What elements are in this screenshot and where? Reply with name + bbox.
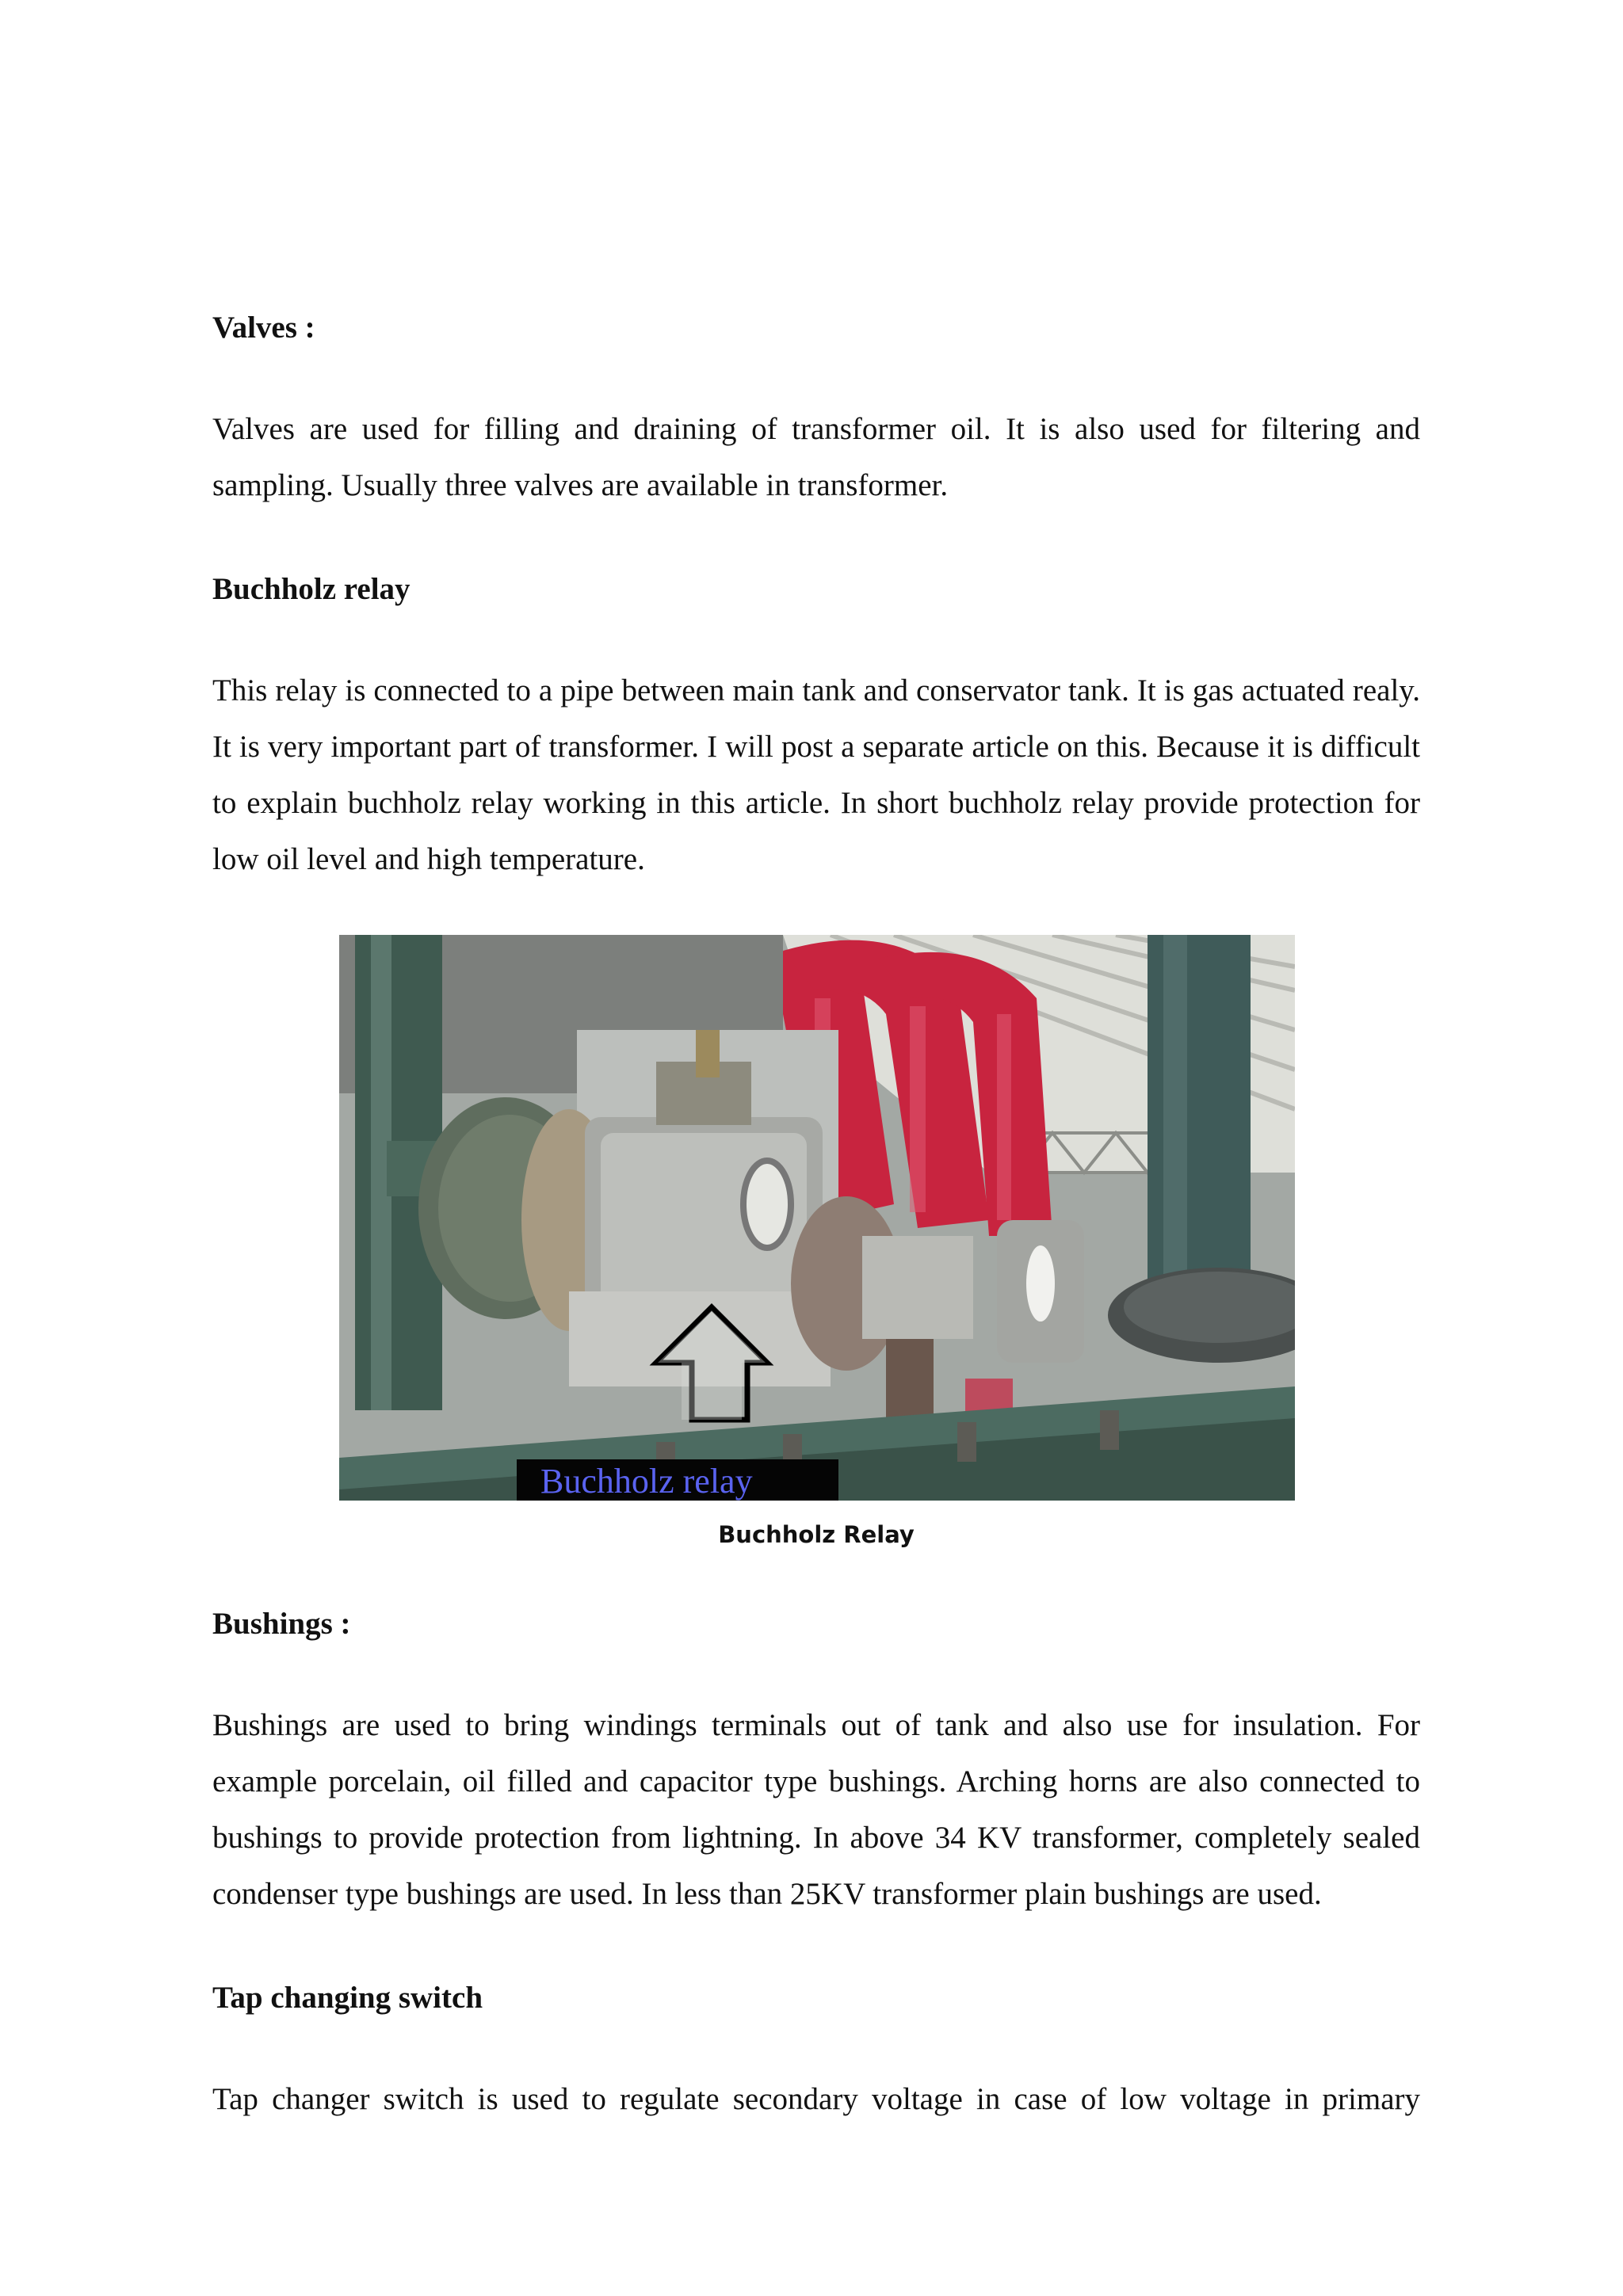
- section-paragraph-tap-changing-switch: Tap changer switch is used to regulate secondary voltage in case of low voltage in primary: [212, 2082, 1420, 2116]
- section-paragraph-buchholz-relay: This relay is connected to a pipe between main tank and conservator tank. It is gas actuated realy. It is very important part of transformer. I will post a separate article on this. Because it is difficult to explain buchholz relay working in this article. In short buchholz relay provide protection for low oil level and high temperature.: [212, 673, 1420, 876]
- section-heading-buchholz-relay: Buchholz relay: [212, 572, 411, 606]
- section-heading-tap-changing-switch: Tap changing switch: [212, 1981, 483, 2015]
- document-page: [212, 309, 1420, 2127]
- buchholz-relay-photo: [339, 935, 1295, 1501]
- figure-caption: Buchholz Relay: [718, 1521, 915, 1548]
- photo-label: Buchholz relay: [517, 1459, 838, 1501]
- section-paragraph-valves: Valves are used for filling and draining of transformer oil. It is also used for filtering and sampling. Usually three valves are available in transformer.: [212, 412, 1420, 502]
- section-heading-valves: Valves :: [212, 311, 315, 345]
- section-heading-bushings: Bushings :: [212, 1607, 351, 1641]
- section-paragraph-bushings: Bushings are used to bring windings terminals out of tank and also use for insulation. For example porcelain, oil filled and capacitor type bushings. Arching horns are also connected to bushings to provide protection from lightning. In above 34 KV transformer, completely sealed condenser type bushings are used. In less than 25KV transformer plain bushings are used.: [212, 1708, 1420, 1911]
